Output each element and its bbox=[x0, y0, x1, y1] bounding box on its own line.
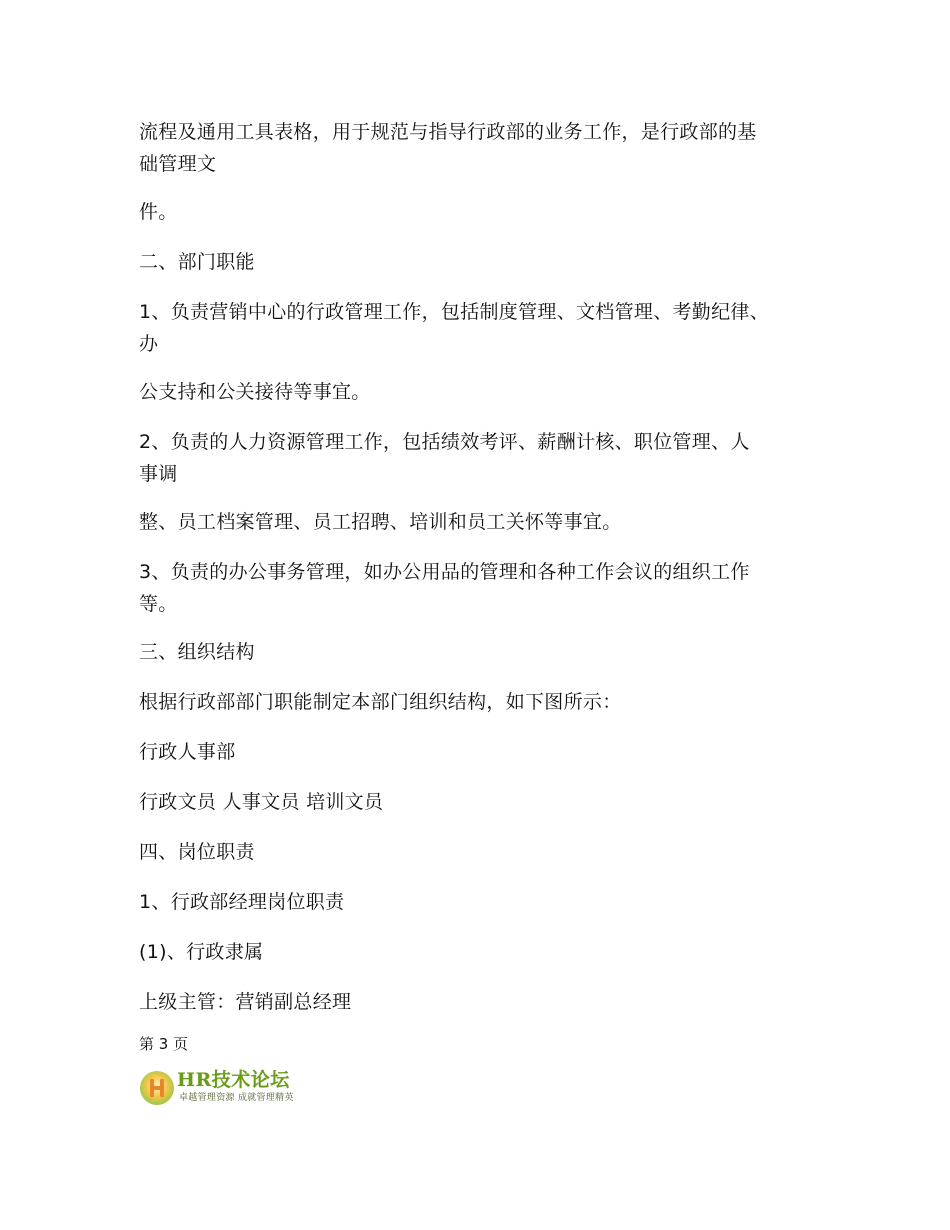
body-text-line: 1、负责营销中心的行政管理工作，包括制度管理、文档管理、考勤纪律、 bbox=[139, 301, 769, 323]
org-chart-sub-nodes: 行政文员 人事文员 培训文员 bbox=[139, 791, 384, 813]
logo-title: HR技术论坛 bbox=[177, 1069, 290, 1091]
body-text-line: 办 bbox=[139, 333, 159, 355]
section-heading: 四、岗位职责 bbox=[139, 841, 255, 863]
body-text-line: 事调 bbox=[139, 463, 178, 485]
body-text-line: 上级主管：营销副总经理 bbox=[139, 991, 352, 1013]
logo-slogan: 卓越管理资源 成就管理精英 bbox=[179, 1093, 294, 1103]
body-text-line: 流程及通用工具表格，用于规范与指导行政部的业务工作，是行政部的基 bbox=[139, 121, 757, 143]
section-heading: 二、部门职能 bbox=[139, 251, 255, 273]
body-text-line: 根据行政部部门职能制定本部门组织结构，如下图所示： bbox=[139, 691, 622, 713]
body-text-line: 等。 bbox=[139, 593, 178, 615]
body-text-line: 础管理文 bbox=[139, 153, 217, 175]
body-text-line: 整、员工档案管理、员工招聘、培训和员工关怀等事宜。 bbox=[139, 511, 622, 533]
hr-forum-logo-icon bbox=[137, 1068, 177, 1108]
section-heading: 三、组织结构 bbox=[139, 641, 255, 663]
body-text-line: 公支持和公关接待等事宜。 bbox=[139, 381, 371, 403]
org-chart-top-node: 行政人事部 bbox=[139, 741, 236, 763]
body-text-line: 2、负责的人力资源管理工作，包括绩效考评、薪酬计核、职位管理、人 bbox=[139, 431, 750, 453]
hr-forum-logo bbox=[137, 1068, 299, 1108]
body-text-line: (1)、行政隶属 bbox=[139, 941, 264, 963]
page-number: 第 3 页 bbox=[139, 1035, 189, 1053]
body-text-line: 3、负责的办公事务管理，如办公用品的管理和各种工作会议的组织工作 bbox=[139, 561, 750, 583]
subsection-heading: 1、行政部经理岗位职责 bbox=[139, 891, 345, 913]
body-text-line: 件。 bbox=[139, 201, 178, 223]
